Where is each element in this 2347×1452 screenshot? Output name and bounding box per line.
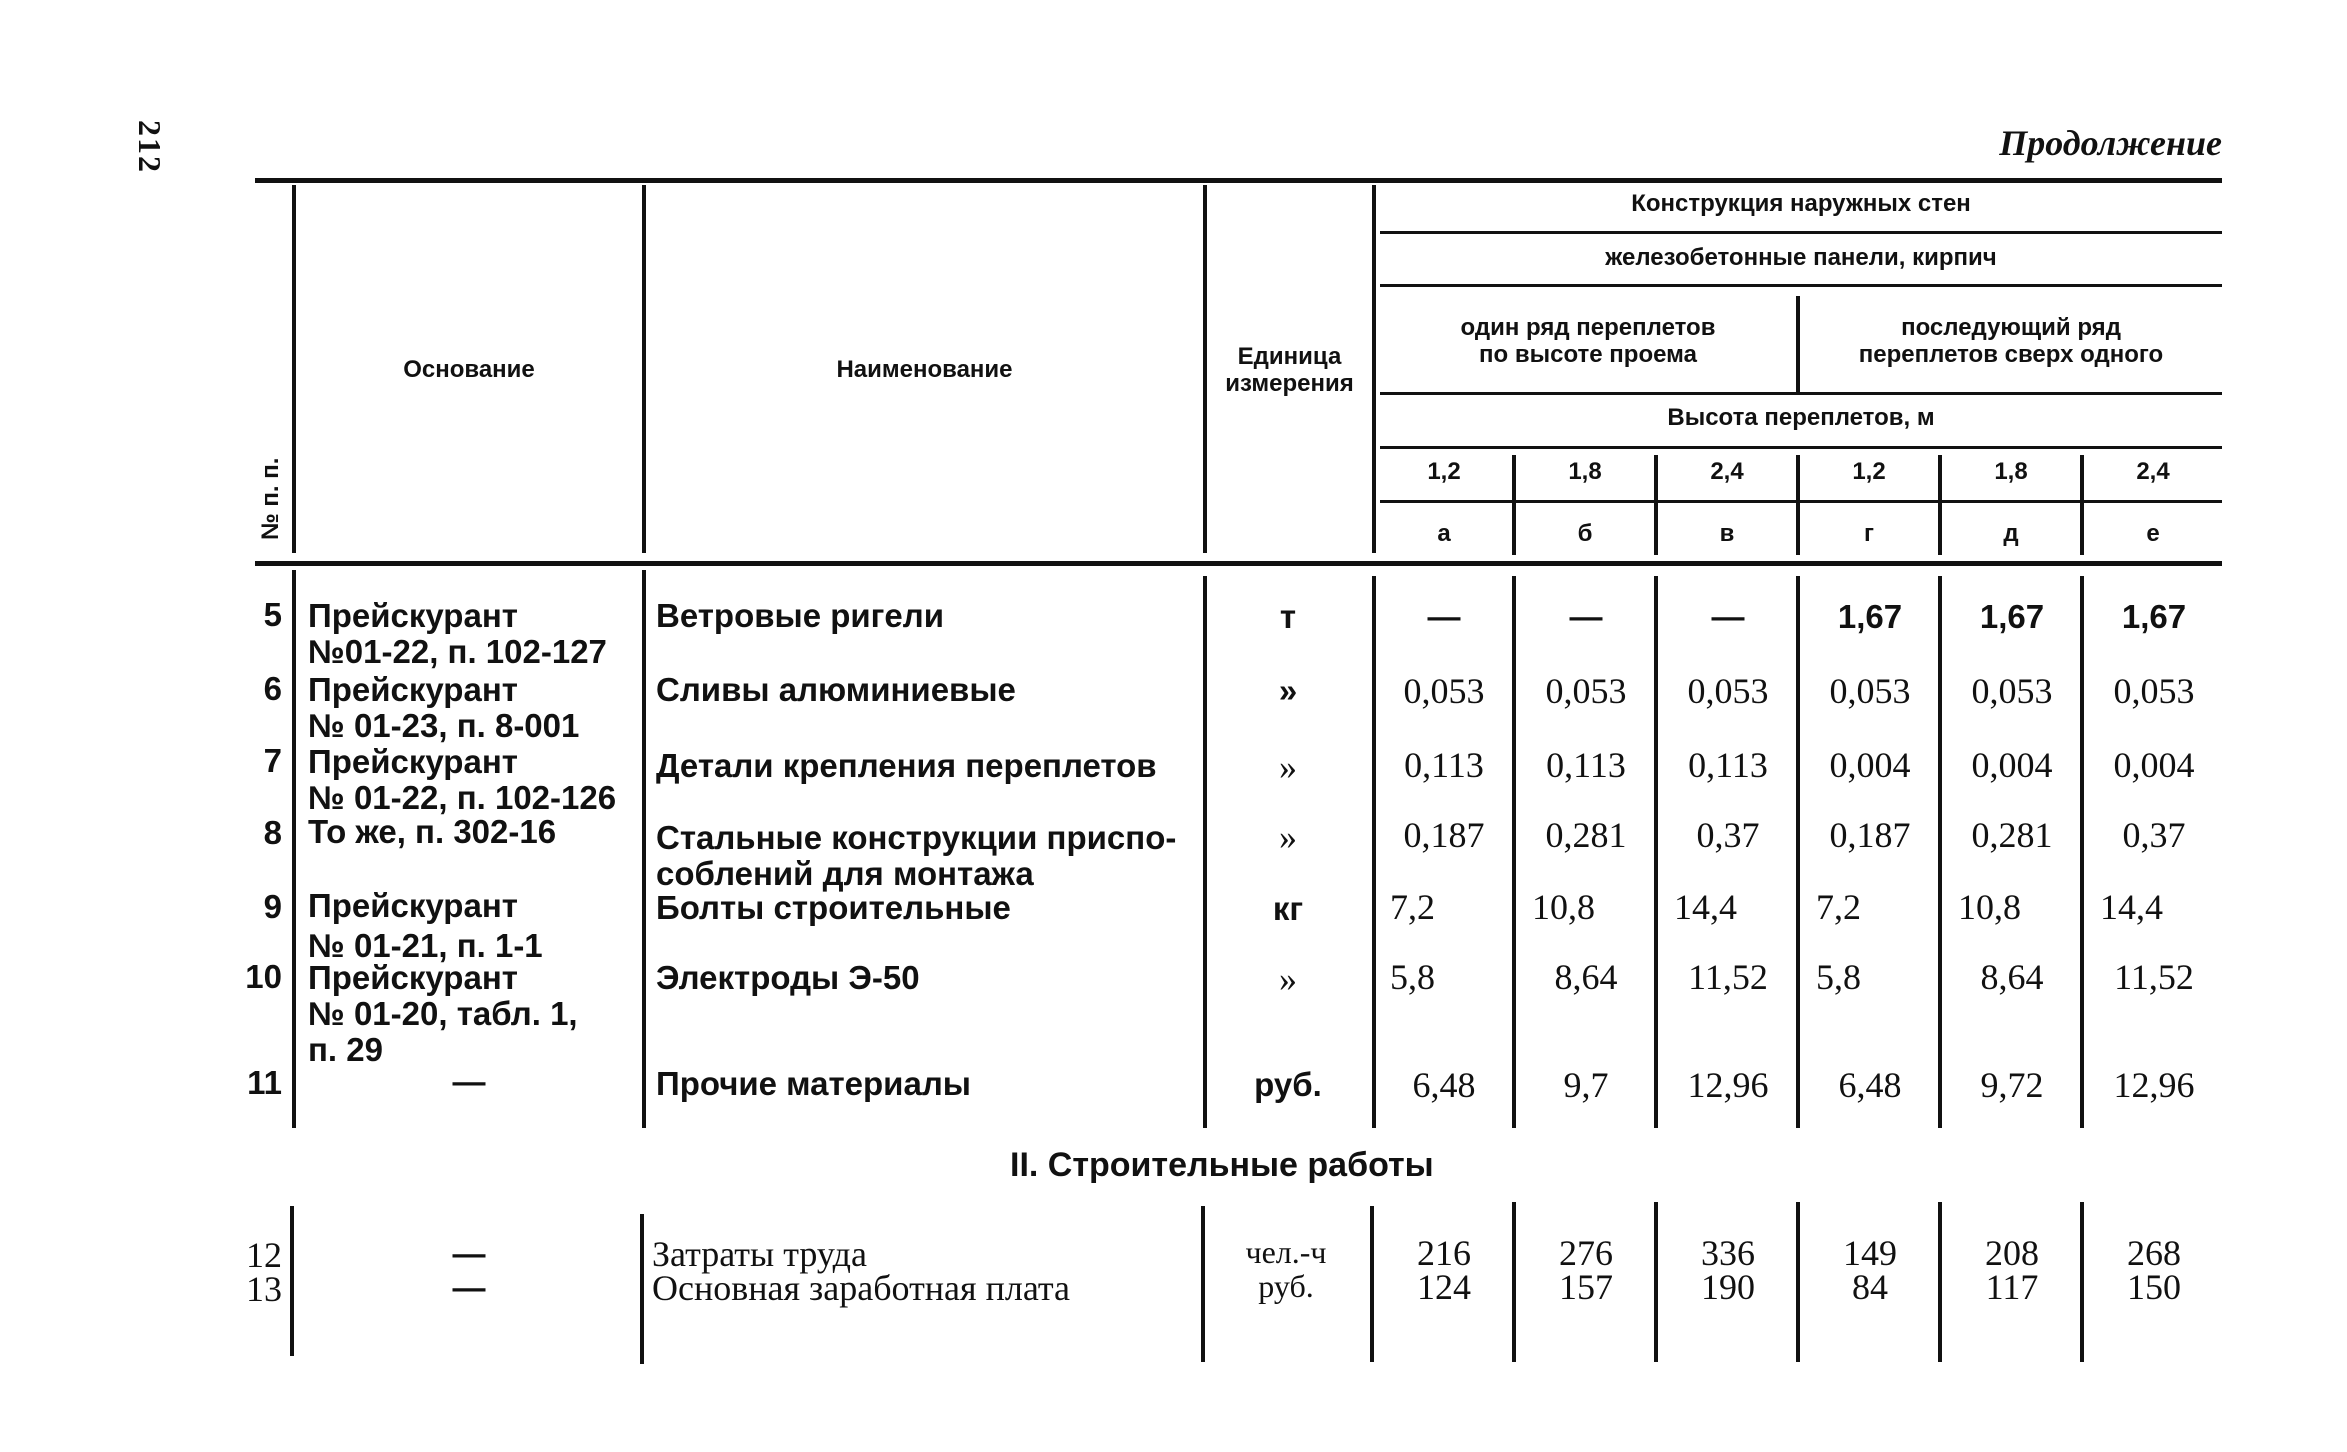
row-value: 0,004 bbox=[1829, 745, 1911, 785]
header-bottom-rule bbox=[255, 561, 2222, 566]
row-value: 1,67 bbox=[1837, 598, 1903, 635]
row-value: 0,37 bbox=[2122, 815, 2186, 855]
row-number: 8 bbox=[263, 814, 282, 851]
row-number: 9 bbox=[263, 888, 282, 925]
row-value: 9,72 bbox=[1980, 1065, 2044, 1105]
header-group1-line2: по высоте проема bbox=[1479, 341, 1697, 368]
header-unit-line1: Единица bbox=[1237, 343, 1342, 370]
row-value: 0,053 bbox=[2113, 671, 2195, 711]
row-unit: руб. bbox=[1254, 1066, 1322, 1103]
row-value: 268 bbox=[2127, 1233, 2181, 1273]
row-value: 0,187 bbox=[1403, 815, 1485, 855]
row-unit: » bbox=[1279, 959, 1297, 999]
row-name: Сливы алюминиевые bbox=[656, 671, 1016, 708]
header-unit bbox=[1207, 343, 1372, 397]
header-row-line bbox=[1380, 231, 2222, 234]
row-basis bbox=[308, 598, 607, 670]
row-basis-line: Прейскурант bbox=[308, 743, 518, 780]
row-value: — bbox=[1711, 598, 1745, 635]
row-basis-line: Прейскурант bbox=[308, 959, 518, 996]
row-basis-line: То же, п. 302-16 bbox=[308, 813, 557, 850]
row-value: 124 bbox=[1417, 1267, 1471, 1307]
row-name-line: соблений для монтажа bbox=[656, 855, 1034, 892]
row-basis bbox=[308, 960, 578, 1068]
row-value: 190 bbox=[1701, 1267, 1755, 1307]
row-value: 208 bbox=[1985, 1233, 2039, 1273]
header-group1-line1: один ряд переплетов bbox=[1460, 314, 1716, 341]
row-value: 0,281 bbox=[1545, 815, 1627, 855]
row-value: 6,48 bbox=[1838, 1065, 1902, 1105]
row-value: 0,37 bbox=[1696, 815, 1760, 855]
header-column-letter: б bbox=[1577, 520, 1593, 547]
row-number: 7 bbox=[263, 742, 282, 779]
row-number: 5 bbox=[263, 596, 282, 633]
header-height-value: 1,8 bbox=[1994, 458, 2028, 485]
row-basis-line: п. 29 bbox=[308, 1031, 383, 1068]
row-value: 117 bbox=[1985, 1267, 2039, 1307]
row-value: 7,2 bbox=[1816, 887, 1861, 927]
page-number: 212 bbox=[132, 120, 168, 174]
header-column-letter: д bbox=[2003, 520, 2019, 547]
header-unit-line2: измерения bbox=[1225, 370, 1354, 397]
row-value: 0,053 bbox=[1971, 671, 2053, 711]
row-value: 9,7 bbox=[1563, 1065, 1609, 1105]
row-basis bbox=[308, 744, 616, 816]
row-basis: — bbox=[452, 1269, 486, 1306]
row-value: 0,004 bbox=[2113, 745, 2195, 785]
row-value: 5,8 bbox=[1816, 957, 1861, 997]
row-value: 10,8 bbox=[1958, 887, 2021, 927]
header-height-value: 2,4 bbox=[2136, 458, 2170, 485]
header-row-line bbox=[1380, 446, 2222, 449]
row-value: 11,52 bbox=[1688, 957, 1768, 997]
row-value: 14,4 bbox=[1674, 887, 1737, 927]
row-value: 276 bbox=[1559, 1233, 1613, 1273]
row-value: 8,64 bbox=[1980, 957, 2044, 997]
row-name: Ветровые ригели bbox=[656, 597, 945, 634]
header-name: Наименование bbox=[836, 356, 1013, 383]
row-value: 1,67 bbox=[1979, 598, 2045, 635]
row-value: 0,113 bbox=[1546, 745, 1626, 785]
header-column-letter: е bbox=[2146, 520, 2160, 547]
header-row-number: № п. п. bbox=[257, 457, 284, 540]
row-basis bbox=[308, 672, 579, 744]
row-value: 0,004 bbox=[1971, 745, 2053, 785]
row-value: 14,4 bbox=[2100, 887, 2163, 927]
row-value: 5,8 bbox=[1390, 957, 1435, 997]
row-basis-line: № 01-23, п. 8-001 bbox=[308, 707, 580, 744]
row-value: 0,053 bbox=[1545, 671, 1627, 711]
section-title: II. Строительные работы bbox=[1010, 1146, 1434, 1184]
body-col-line bbox=[642, 570, 646, 1128]
row-value: 150 bbox=[2127, 1267, 2181, 1307]
row-name: Детали крепления переплетов bbox=[656, 747, 1157, 784]
body-col-line bbox=[292, 570, 296, 1128]
header-construction: Конструкция наружных стен bbox=[1631, 190, 1971, 217]
row-unit: руб. bbox=[1258, 1268, 1314, 1304]
body-col-line bbox=[1203, 576, 1207, 1128]
row-value: 11,52 bbox=[2114, 957, 2194, 997]
row-basis bbox=[308, 814, 556, 850]
header-group2 bbox=[1800, 314, 2222, 368]
row-basis-line: № 01-20, табл. 1, bbox=[308, 995, 578, 1032]
row-name: Основная заработная плата bbox=[652, 1268, 1071, 1308]
row-value: 0,053 bbox=[1403, 671, 1485, 711]
header-basis: Основание bbox=[403, 356, 535, 383]
row-value: 0,113 bbox=[1688, 745, 1768, 785]
row-basis-line: № 01-22, п. 102-126 bbox=[308, 779, 617, 816]
row-value: 1,67 bbox=[2121, 598, 2187, 635]
body-col-line bbox=[290, 1206, 294, 1356]
row-name: Электроды Э-50 bbox=[656, 959, 920, 996]
row-value: 12,96 bbox=[1687, 1065, 1769, 1105]
row-value: 0,053 bbox=[1687, 671, 1769, 711]
header-height-value: 1,2 bbox=[1427, 458, 1461, 485]
row-basis-line: № 01-21, п. 1-1 bbox=[308, 927, 543, 964]
row-basis-line: Прейскурант bbox=[308, 671, 518, 708]
row-unit: » bbox=[1279, 817, 1297, 857]
header-height: Высота переплетов, м bbox=[1667, 404, 1935, 431]
row-number: 13 bbox=[246, 1269, 282, 1309]
table-top-rule bbox=[255, 178, 2222, 183]
row-value: 336 bbox=[1701, 1233, 1755, 1273]
header-column-letter: в bbox=[1719, 520, 1735, 547]
row-number: 6 bbox=[263, 670, 282, 707]
row-unit: т bbox=[1279, 598, 1297, 635]
row-value: 157 bbox=[1559, 1267, 1613, 1307]
row-basis-line: Прейскурант bbox=[308, 597, 518, 634]
row-name: Болты строительные bbox=[656, 889, 1011, 926]
row-number: 11 bbox=[247, 1064, 282, 1101]
row-value: 0,113 bbox=[1404, 745, 1484, 785]
header-group2-line1: последующий ряд bbox=[1901, 314, 2121, 341]
row-value: 8,64 bbox=[1554, 957, 1618, 997]
continuation-label: Продолжение bbox=[1999, 123, 2222, 163]
header-column-letter: г bbox=[1864, 520, 1874, 547]
row-number: 10 bbox=[245, 958, 282, 995]
header-row-line bbox=[1380, 284, 2222, 287]
row-unit: кг bbox=[1272, 890, 1304, 927]
row-value: 149 bbox=[1843, 1233, 1897, 1273]
row-number: 12 bbox=[246, 1235, 282, 1275]
row-basis: — bbox=[452, 1063, 486, 1100]
row-basis-line: Прейскурант bbox=[308, 887, 518, 924]
row-value: 6,48 bbox=[1412, 1065, 1476, 1105]
header-row-line bbox=[1380, 500, 2222, 503]
header-col-line bbox=[1372, 185, 1376, 553]
row-name-line: Стальные конструкции приспо- bbox=[656, 819, 1177, 856]
row-unit: » bbox=[1278, 672, 1298, 709]
header-height-value: 2,4 bbox=[1710, 458, 1744, 485]
row-value: 84 bbox=[1852, 1267, 1888, 1307]
header-row-line bbox=[1380, 392, 2222, 395]
row-basis-line: №01-22, п. 102-127 bbox=[308, 633, 607, 670]
row-value: — bbox=[1427, 598, 1461, 635]
body-col-line bbox=[1201, 1206, 1205, 1362]
header-material: железобетонные панели, кирпич bbox=[1605, 244, 1997, 271]
row-value: 0,187 bbox=[1829, 815, 1911, 855]
header-group2-line2: переплетов сверх одного bbox=[1858, 341, 2164, 368]
row-value: 0,281 bbox=[1971, 815, 2053, 855]
row-unit: чел.-ч bbox=[1245, 1234, 1327, 1270]
row-value: 12,96 bbox=[2113, 1065, 2195, 1105]
row-basis: — bbox=[452, 1235, 486, 1272]
row-name: Прочие материалы bbox=[656, 1065, 971, 1102]
row-name bbox=[656, 820, 1176, 892]
row-value: 7,2 bbox=[1390, 887, 1435, 927]
row-name: Затраты труда bbox=[652, 1234, 867, 1274]
header-height-value: 1,2 bbox=[1852, 458, 1886, 485]
row-basis bbox=[308, 888, 543, 964]
row-unit: » bbox=[1279, 747, 1297, 787]
header-height-value: 1,8 bbox=[1568, 458, 1602, 485]
row-value: 0,053 bbox=[1829, 671, 1911, 711]
header-group1 bbox=[1380, 314, 1796, 368]
row-value: — bbox=[1569, 598, 1603, 635]
row-value: 216 bbox=[1417, 1233, 1471, 1273]
header-column-letter: а bbox=[1437, 520, 1451, 547]
row-value: 10,8 bbox=[1532, 887, 1595, 927]
